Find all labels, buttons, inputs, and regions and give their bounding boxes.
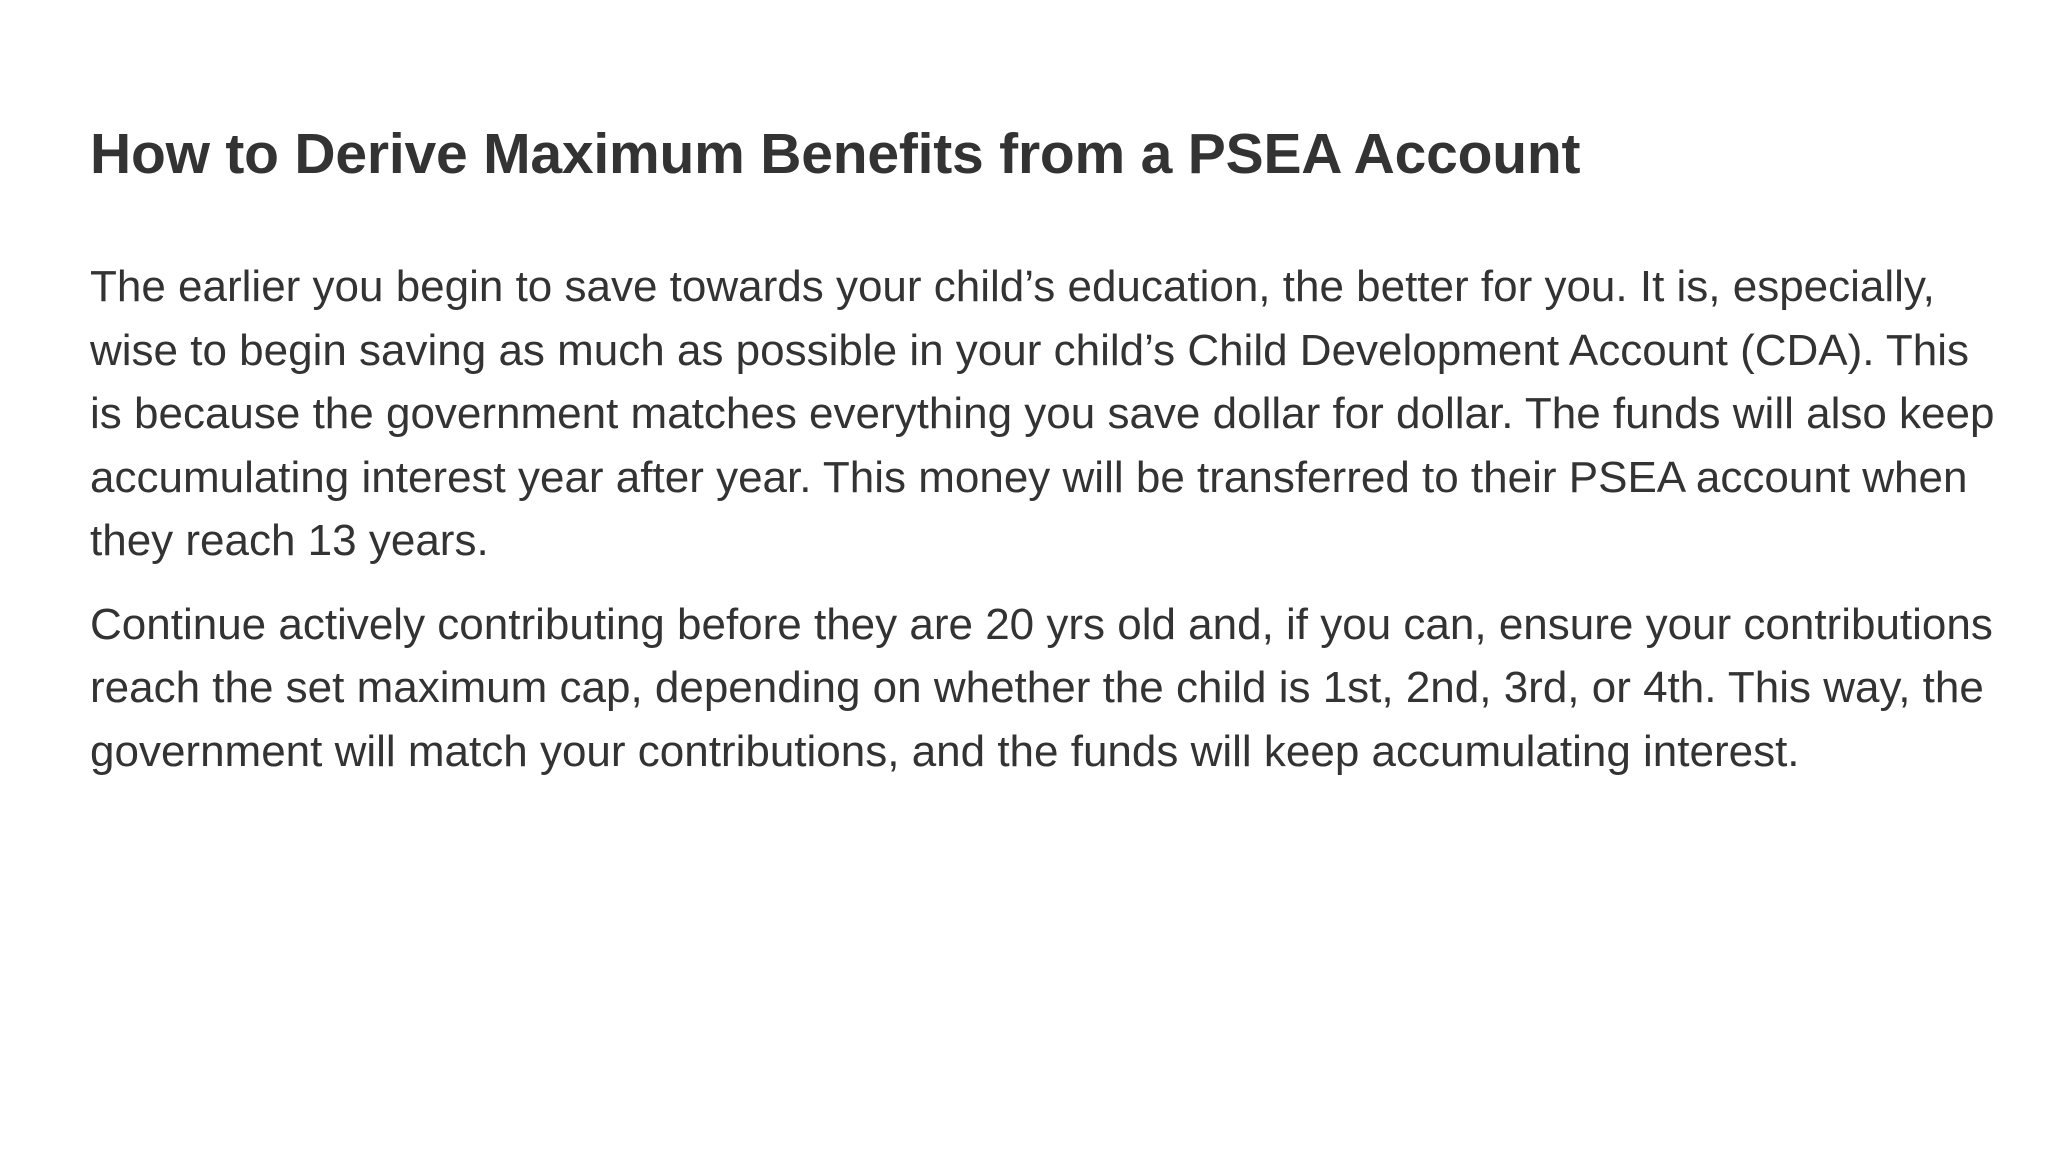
article-body bbox=[90, 255, 1996, 783]
paragraph-cda-savings: The earlier you begin to save towards your child’s education, the better for you. It is, especially, wise to begin saving as much as possible in your child’s Child Development Account (CDA). This is because the government matches everything you save dollar for dollar. The funds will also keep accumulating interest year after year. This money will be transferred to their PSEA account when they reach 13 years. bbox=[90, 262, 1995, 565]
article-title: How to Derive Maximum Benefits from a PSEA Account bbox=[90, 122, 1581, 186]
paragraph-contributions: Continue actively contributing before they are 20 yrs old and, if you can, ensure your contributions reach the set maximum cap, depending on whether the child is 1st, 2nd, 3rd, or 4th. This way, the government will match your contributions, and the funds will keep accumulating interest. bbox=[90, 599, 1993, 776]
